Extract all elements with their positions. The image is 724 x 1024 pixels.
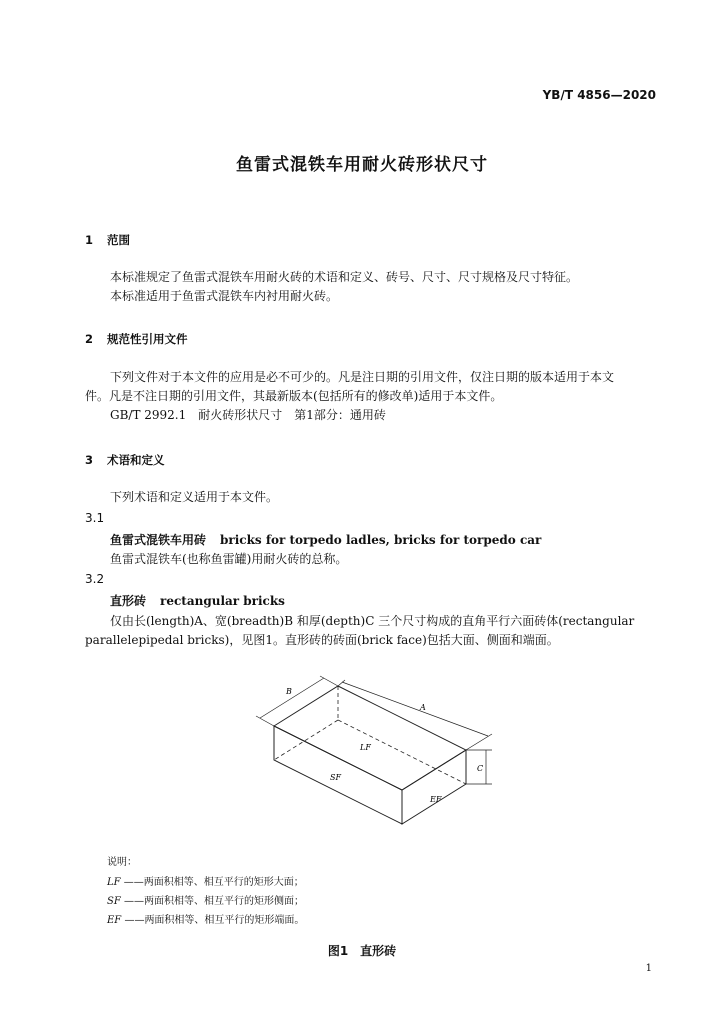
figure-caption: 图1 直形砖 xyxy=(327,944,397,958)
term-definition: 鱼雷式混铁车(也称鱼雷罐)用耐火砖的总称。 xyxy=(110,552,348,566)
legend-item xyxy=(107,874,304,892)
legend-text: ——两面积相等、相互平行的矩形大面； xyxy=(123,877,304,888)
paragraph: 件。凡是不注日期的引用文件，其最新版本(包括所有的修改单)适用于本文件。 xyxy=(85,389,503,403)
section-heading-normative-references xyxy=(85,331,188,347)
section-title: 范围 xyxy=(107,233,130,247)
term-name-cn: 鱼雷式混铁车用砖 xyxy=(110,533,207,547)
section-title: 术语和定义 xyxy=(107,453,165,467)
legend-item xyxy=(107,893,304,911)
section-number: 1 xyxy=(85,233,94,247)
legend-text: ——两面积相等、相互平行的矩形端面。 xyxy=(124,915,305,926)
label-sf: SF xyxy=(330,773,342,782)
term-definition: parallelepipedal bricks)，见图1。直形砖的砖面(brick face)包括大面、侧面和端面。 xyxy=(85,633,559,647)
label-b: B xyxy=(286,687,292,696)
legend-title: 说明： xyxy=(107,857,137,868)
legend-abbr: EF xyxy=(107,915,122,926)
paragraph: 本标准适用于鱼雷式混铁车内衬用耐火砖。 xyxy=(110,289,339,303)
brick-figure xyxy=(240,672,510,832)
term-name xyxy=(110,592,285,609)
term-name-cn: 直形砖 xyxy=(110,594,147,608)
dimension-a xyxy=(338,680,492,750)
term-name-en: bricks for torpedo ladles, bricks for torpedo car xyxy=(220,533,542,547)
label-lf: LF xyxy=(360,743,371,752)
term-definition: 仅由长(length)A、宽(breadth)B 和厚(depth)C 三个尺寸构成的直角平行六面砖体(rectangular xyxy=(110,614,635,628)
paragraph: 下列术语和定义适用于本文件。 xyxy=(110,490,279,504)
hidden-edges xyxy=(274,686,466,784)
section-number: 3 xyxy=(85,453,94,467)
section-number: 2 xyxy=(85,332,94,346)
term-name-en: rectangular bricks xyxy=(160,594,285,608)
paragraph: 本标准规定了鱼雷式混铁车用耐火砖的术语和定义、砖号、尺寸、尺寸规格及尺寸特征。 xyxy=(110,270,579,284)
standard-code: YB/T 4856—2020 xyxy=(542,88,656,102)
legend-text: ——两面积相等、相互平行的矩形侧面； xyxy=(123,896,304,907)
term-number: 3.1 xyxy=(85,511,105,525)
label-ef: EF xyxy=(430,795,442,804)
legend-abbr: SF xyxy=(107,896,121,907)
section-title: 规范性引用文件 xyxy=(107,332,188,346)
section-heading-terms-definitions xyxy=(85,452,165,468)
label-c: C xyxy=(477,764,484,773)
legend-abbr: LF xyxy=(107,877,121,888)
document-title: 鱼雷式混铁车用耐火砖形状尺寸 xyxy=(236,155,488,175)
legend-item xyxy=(107,912,304,930)
page-number: 1 xyxy=(645,963,652,974)
paragraph: 下列文件对于本文件的应用是必不可少的。凡是注日期的引用文件，仅注日期的版本适用于本文 xyxy=(110,370,615,384)
label-a: A xyxy=(420,703,426,712)
dimension-b xyxy=(256,676,338,726)
term-name xyxy=(110,531,541,548)
brick-end-face xyxy=(402,750,466,824)
reference-item: GB/T 2992.1 耐火砖形状尺寸 第1部分：通用砖 xyxy=(110,408,386,422)
section-heading-scope xyxy=(85,232,130,248)
term-number: 3.2 xyxy=(85,572,105,586)
